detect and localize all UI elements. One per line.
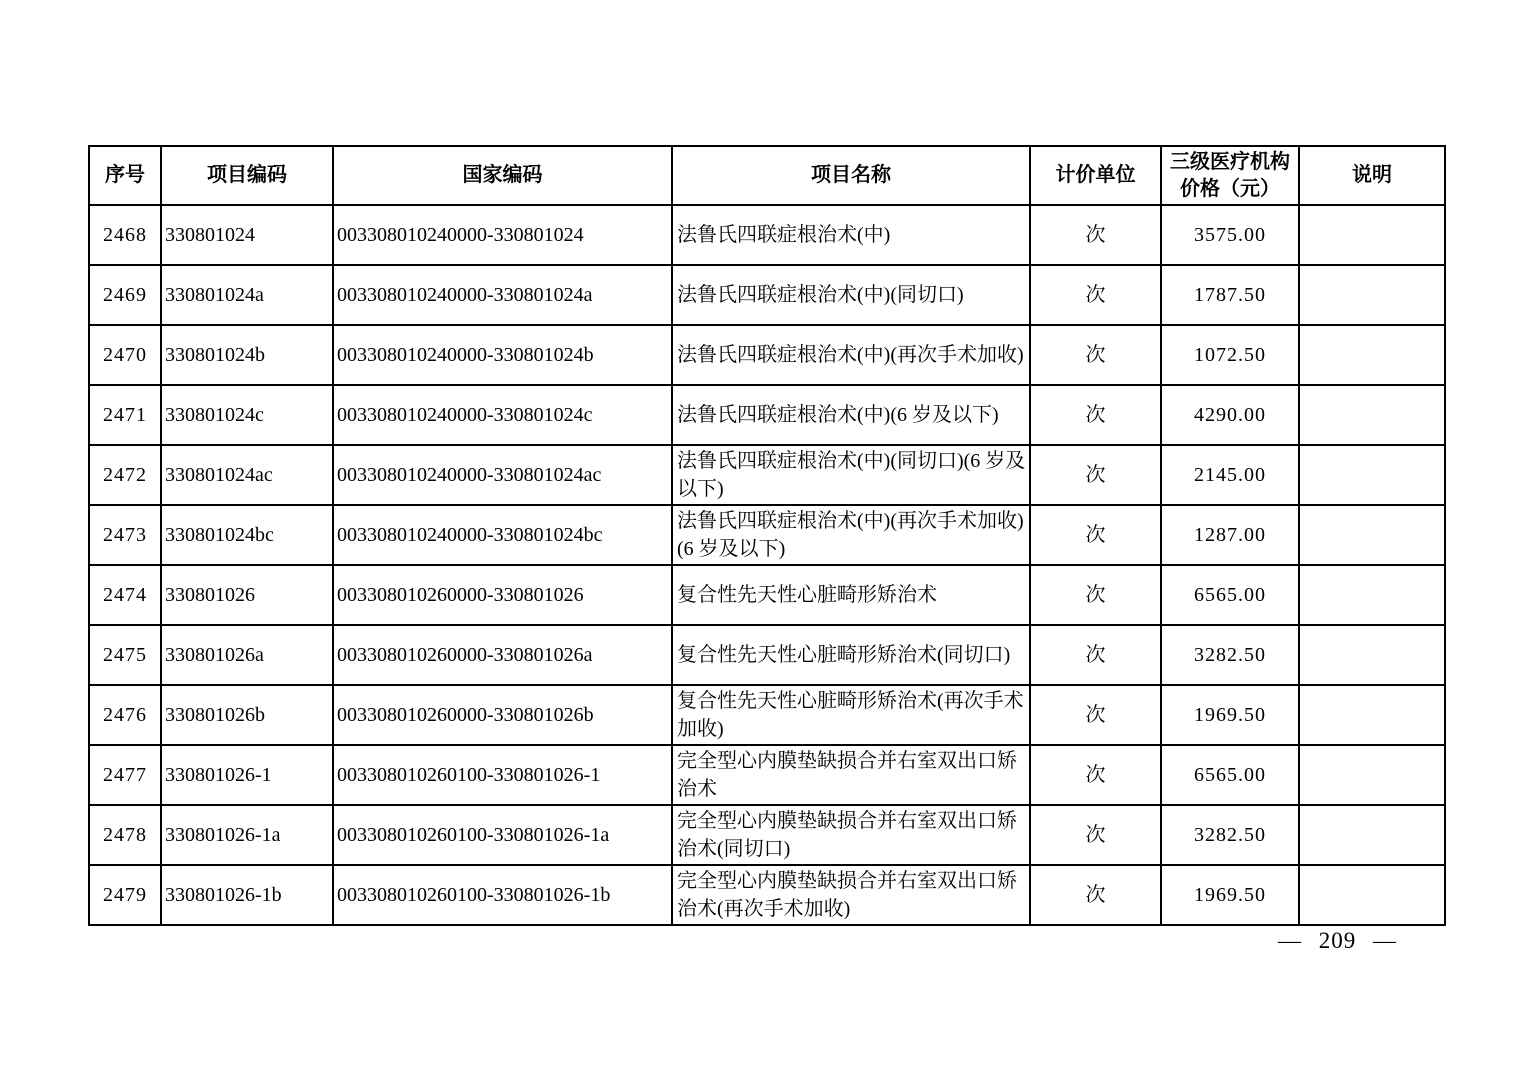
medical-price-table [88,145,1446,926]
header-name: 项目名称 [672,146,1030,205]
name-cell: 法鲁氏四联症根治术(中)(6 岁及以下) [672,385,1030,445]
note-cell [1299,565,1445,625]
unit-cell: 次 [1030,865,1161,925]
header-unit: 计价单位 [1030,146,1161,205]
seq-cell: 2477 [89,745,161,805]
name-cell: 完全型心内膜垫缺损合并右室双出口矫治术(再次手术加收) [672,865,1030,925]
table-row [89,205,1445,265]
code-cell: 330801026b [161,685,333,745]
unit-cell: 次 [1030,565,1161,625]
table-row [89,265,1445,325]
note-cell [1299,445,1445,505]
code-cell: 330801026a [161,625,333,685]
unit-cell: 次 [1030,505,1161,565]
unit-cell: 次 [1030,445,1161,505]
code-cell: 330801026 [161,565,333,625]
name-cell: 完全型心内膜垫缺损合并右室双出口矫治术 [672,745,1030,805]
price-cell: 1072.50 [1161,325,1299,385]
header-price: 三级医疗机构价格（元） [1161,146,1299,205]
note-cell [1299,805,1445,865]
unit-cell: 次 [1030,265,1161,325]
note-cell [1299,865,1445,925]
table-row [89,385,1445,445]
unit-cell: 次 [1030,745,1161,805]
price-cell: 3282.50 [1161,625,1299,685]
note-cell [1299,385,1445,445]
note-cell [1299,625,1445,685]
unit-cell: 次 [1030,325,1161,385]
national-code-cell: 003308010240000-330801024a [333,265,672,325]
table-row [89,505,1445,565]
header-note: 说明 [1299,146,1445,205]
note-cell [1299,205,1445,265]
table-row [89,685,1445,745]
code-cell: 330801024 [161,205,333,265]
header-national-code: 国家编码 [333,146,672,205]
note-cell [1299,685,1445,745]
price-cell: 1787.50 [1161,265,1299,325]
header-seq: 序号 [89,146,161,205]
unit-cell: 次 [1030,625,1161,685]
national-code-cell: 003308010240000-330801024 [333,205,672,265]
table-header-row [89,146,1445,205]
name-cell: 法鲁氏四联症根治术(中) [672,205,1030,265]
national-code-cell: 003308010260100-330801026-1 [333,745,672,805]
table-row [89,805,1445,865]
note-cell [1299,505,1445,565]
seq-cell: 2474 [89,565,161,625]
code-cell: 330801026-1b [161,865,333,925]
code-cell: 330801026-1a [161,805,333,865]
name-cell: 法鲁氏四联症根治术(中)(再次手术加收)(6 岁及以下) [672,505,1030,565]
seq-cell: 2469 [89,265,161,325]
name-cell: 法鲁氏四联症根治术(中)(同切口)(6 岁及以下) [672,445,1030,505]
note-cell [1299,265,1445,325]
price-cell: 6565.00 [1161,565,1299,625]
name-cell: 法鲁氏四联症根治术(中)(同切口) [672,265,1030,325]
seq-cell: 2472 [89,445,161,505]
price-cell: 3282.50 [1161,805,1299,865]
note-cell [1299,745,1445,805]
code-cell: 330801024ac [161,445,333,505]
unit-cell: 次 [1030,385,1161,445]
note-cell [1299,325,1445,385]
name-cell: 复合性先天性心脏畸形矫治术 [672,565,1030,625]
table-row [89,625,1445,685]
unit-cell: 次 [1030,685,1161,745]
price-cell: 1969.50 [1161,865,1299,925]
seq-cell: 2470 [89,325,161,385]
name-cell: 完全型心内膜垫缺损合并右室双出口矫治术(同切口) [672,805,1030,865]
seq-cell: 2475 [89,625,161,685]
seq-cell: 2476 [89,685,161,745]
price-cell: 1969.50 [1161,685,1299,745]
code-cell: 330801024bc [161,505,333,565]
seq-cell: 2468 [89,205,161,265]
page-number: — 209 — [1278,928,1397,953]
national-code-cell: 003308010240000-330801024bc [333,505,672,565]
unit-cell: 次 [1030,205,1161,265]
national-code-cell: 003308010240000-330801024ac [333,445,672,505]
table-row [89,325,1445,385]
table-row [89,565,1445,625]
name-cell: 复合性先天性心脏畸形矫治术(再次手术加收) [672,685,1030,745]
national-code-cell: 003308010260100-330801026-1b [333,865,672,925]
table-row [89,865,1445,925]
price-cell: 3575.00 [1161,205,1299,265]
price-cell: 2145.00 [1161,445,1299,505]
name-cell: 法鲁氏四联症根治术(中)(再次手术加收) [672,325,1030,385]
price-cell: 6565.00 [1161,745,1299,805]
code-cell: 330801024a [161,265,333,325]
code-cell: 330801024b [161,325,333,385]
table-row [89,445,1445,505]
price-cell: 4290.00 [1161,385,1299,445]
national-code-cell: 003308010260100-330801026-1a [333,805,672,865]
code-cell: 330801026-1 [161,745,333,805]
seq-cell: 2478 [89,805,161,865]
header-code: 项目编码 [161,146,333,205]
seq-cell: 2479 [89,865,161,925]
national-code-cell: 003308010240000-330801024c [333,385,672,445]
code-cell: 330801024c [161,385,333,445]
national-code-cell: 003308010260000-330801026b [333,685,672,745]
seq-cell: 2471 [89,385,161,445]
seq-cell: 2473 [89,505,161,565]
national-code-cell: 003308010260000-330801026a [333,625,672,685]
name-cell: 复合性先天性心脏畸形矫治术(同切口) [672,625,1030,685]
table-row [89,745,1445,805]
national-code-cell: 003308010260000-330801026 [333,565,672,625]
unit-cell: 次 [1030,805,1161,865]
national-code-cell: 003308010240000-330801024b [333,325,672,385]
price-cell: 1287.00 [1161,505,1299,565]
